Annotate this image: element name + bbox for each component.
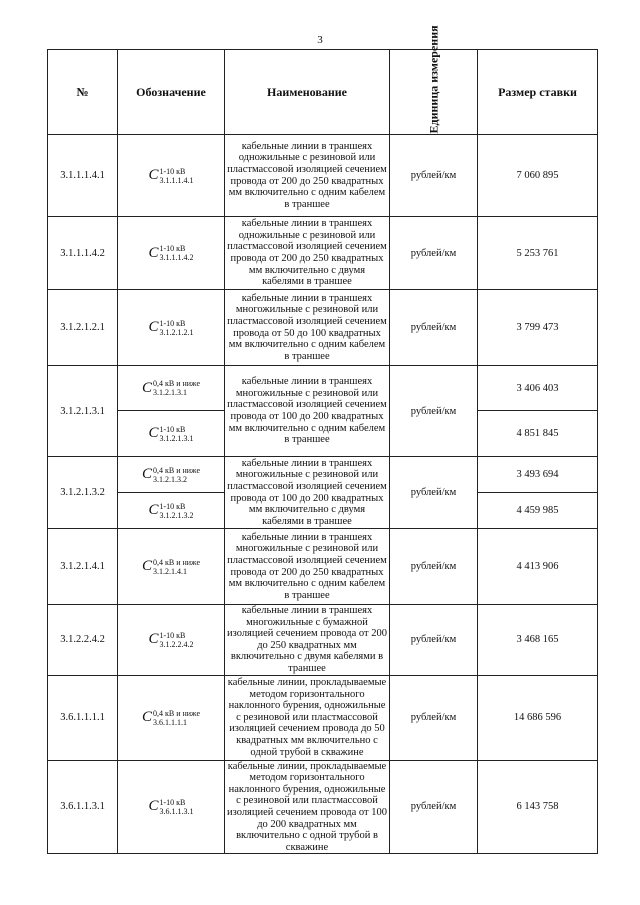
- table-row: [48, 217, 598, 290]
- row-rate: 6 143 758: [478, 760, 598, 854]
- code-superscript: 1-10 кВ: [159, 318, 186, 328]
- row-rate: 3 468 165: [478, 605, 598, 676]
- rates-table: [47, 25, 598, 854]
- code-symbol: C: [148, 319, 159, 335]
- table-row: [48, 290, 598, 366]
- row-code: [118, 366, 225, 411]
- row-unit: рублей/км: [390, 290, 478, 366]
- code-symbol: C: [148, 798, 159, 815]
- row-rate: 14 686 596: [478, 675, 598, 760]
- table-row: [48, 605, 598, 676]
- row-unit: рублей/км: [390, 366, 478, 457]
- row-description: кабельные линии в траншеях одножильные с резиновой или пластмассовой изоляцией сечением провода от 200 до 250 квадратных мм включительно с двумя кабелями в траншее: [225, 217, 390, 290]
- row-code: [118, 457, 225, 493]
- code-symbol: C: [141, 558, 152, 574]
- row-code: [118, 217, 225, 290]
- table-row: [48, 760, 598, 854]
- code-subscript: 3.1.2.1.3.2: [152, 474, 187, 484]
- table-row: [48, 529, 598, 605]
- code-superscript: 0,4 кВ и ниже: [152, 708, 201, 718]
- header-num: №: [48, 50, 118, 135]
- code-symbol: C: [148, 502, 159, 518]
- code-superscript: 1-10 кВ: [159, 166, 186, 176]
- row-unit: рублей/км: [390, 760, 478, 854]
- row-description: кабельные линии, прокладываемые методом горизонтального наклонного бурения, одножильные с резиновой или пластмассовой изоляцией сечением провода от 100 до 200 квадратных мм включительно с одной трубой в скважине: [225, 760, 390, 854]
- code-superscript: 0,4 кВ и ниже: [152, 465, 201, 475]
- row-unit: рублей/км: [390, 529, 478, 605]
- row-number: 3.1.2.2.4.2: [48, 605, 118, 676]
- row-unit: рублей/км: [390, 135, 478, 217]
- row-unit: рублей/км: [390, 605, 478, 676]
- code-subscript: 3.1.1.1.4.1: [159, 175, 194, 185]
- code-subscript: 3.1.2.1.3.2: [159, 510, 194, 520]
- row-number: 3.1.2.1.3.2: [48, 457, 118, 529]
- row-rate-secondary: 4 851 845: [478, 411, 598, 457]
- code-symbol: C: [148, 167, 159, 183]
- row-unit: рублей/км: [390, 457, 478, 529]
- row-code: [118, 135, 225, 217]
- row-code: [118, 675, 225, 760]
- row-number: 3.6.1.1.1.1: [48, 675, 118, 760]
- row-description: кабельные линии, прокладываемые методом горизонтального наклонного бурения, одножильные с резиновой или пластмассовой изоляцией сечением провода до 50 квадратных мм включительно с одной трубой в скважине: [225, 675, 390, 760]
- row-unit: рублей/км: [390, 217, 478, 290]
- code-symbol: C: [141, 709, 152, 726]
- row-description: кабельные линии в траншеях многожильные с резиновой или пластмассовой изоляцией сечением провода от 100 до 200 квадратных мм включительно с двумя кабелями в траншее: [225, 457, 390, 529]
- row-description: кабельные линии в траншеях одножильные с резиновой или пластмассовой изоляцией сечением провода от 200 до 250 квадратных мм включительно с одним кабелем в траншее: [225, 135, 390, 217]
- table-row: [48, 135, 598, 217]
- row-code: [118, 760, 225, 854]
- code-superscript: 1-10 кВ: [159, 424, 186, 434]
- code-subscript: 3.1.2.2.4.2: [159, 639, 194, 649]
- page-number: 3: [317, 34, 323, 46]
- code-superscript: 0,4 кВ и ниже: [152, 379, 201, 388]
- code-subscript: 3.6.1.1.3.1: [159, 806, 194, 816]
- row-code-secondary: [118, 493, 225, 529]
- row-code: [118, 529, 225, 605]
- row-rate: 3 799 473: [478, 290, 598, 366]
- code-subscript: 3.1.2.1.3.1: [152, 388, 187, 397]
- code-symbol: C: [148, 631, 159, 648]
- code-symbol: C: [141, 379, 152, 396]
- code-symbol: C: [141, 466, 152, 482]
- code-subscript: 3.6.1.1.1.1: [152, 717, 187, 727]
- code-superscript: 0,4 кВ и ниже: [152, 557, 201, 567]
- row-rate: 3 406 403: [478, 366, 598, 411]
- row-description: кабельные линии в траншеях многожильные с резиновой или пластмассовой изоляцией сечением провода от 200 до 250 квадратных мм включительно с одним кабелем в траншее: [225, 529, 390, 605]
- row-rate: 3 493 694: [478, 457, 598, 493]
- row-description: кабельные линии в траншеях многожильные с резиновой или пластмассовой изоляцией сечением провода от 100 до 200 квадратных мм включительно с одним кабелем в траншее: [225, 366, 390, 457]
- row-unit: рублей/км: [390, 675, 478, 760]
- header-code: Обозначение: [118, 50, 225, 135]
- code-superscript: 1-10 кВ: [159, 501, 186, 511]
- row-number: 3.6.1.1.3.1: [48, 760, 118, 854]
- row-number: 3.1.1.1.4.1: [48, 135, 118, 217]
- code-superscript: 1-10 кВ: [159, 244, 186, 253]
- row-rate: 4 413 906: [478, 529, 598, 605]
- table-row: [48, 366, 598, 411]
- row-rate: 7 060 895: [478, 135, 598, 217]
- row-number: 3.1.2.1.3.1: [48, 366, 118, 457]
- code-subscript: 3.1.2.1.3.1: [159, 433, 194, 443]
- row-number: 3.1.2.1.4.1: [48, 529, 118, 605]
- code-superscript: 1-10 кВ: [159, 797, 186, 807]
- row-number: 3.1.1.1.4.2: [48, 217, 118, 290]
- row-rate: 5 253 761: [478, 217, 598, 290]
- code-symbol: C: [148, 244, 159, 261]
- code-subscript: 3.1.1.1.4.2: [159, 253, 194, 262]
- table-row: [48, 457, 598, 493]
- code-symbol: C: [148, 425, 159, 441]
- header-unit: Единица измерения: [390, 50, 478, 135]
- row-code-secondary: [118, 411, 225, 457]
- code-subscript: 3.1.2.1.4.1: [152, 566, 187, 576]
- code-subscript: 3.1.2.1.2.1: [159, 327, 194, 337]
- table-header-row: [48, 50, 598, 135]
- row-code: [118, 290, 225, 366]
- table-row: [48, 675, 598, 760]
- row-code: [118, 605, 225, 676]
- row-description: кабельные линии в траншеях многожильные с бумажной изоляцией сечением провода от 200 до 250 квадратных мм включительно с двумя кабелями в траншее: [225, 605, 390, 676]
- row-number: 3.1.2.1.2.1: [48, 290, 118, 366]
- row-description: кабельные линии в траншеях многожильные с резиновой или пластмассовой изоляцией сечением провода от 50 до 100 квадратных мм включительно с одним кабелем в траншее: [225, 290, 390, 366]
- header-rate: Размер ставки: [478, 50, 598, 135]
- row-rate-secondary: 4 459 985: [478, 493, 598, 529]
- header-name: Наименование: [225, 50, 390, 135]
- code-superscript: 1-10 кВ: [159, 630, 186, 640]
